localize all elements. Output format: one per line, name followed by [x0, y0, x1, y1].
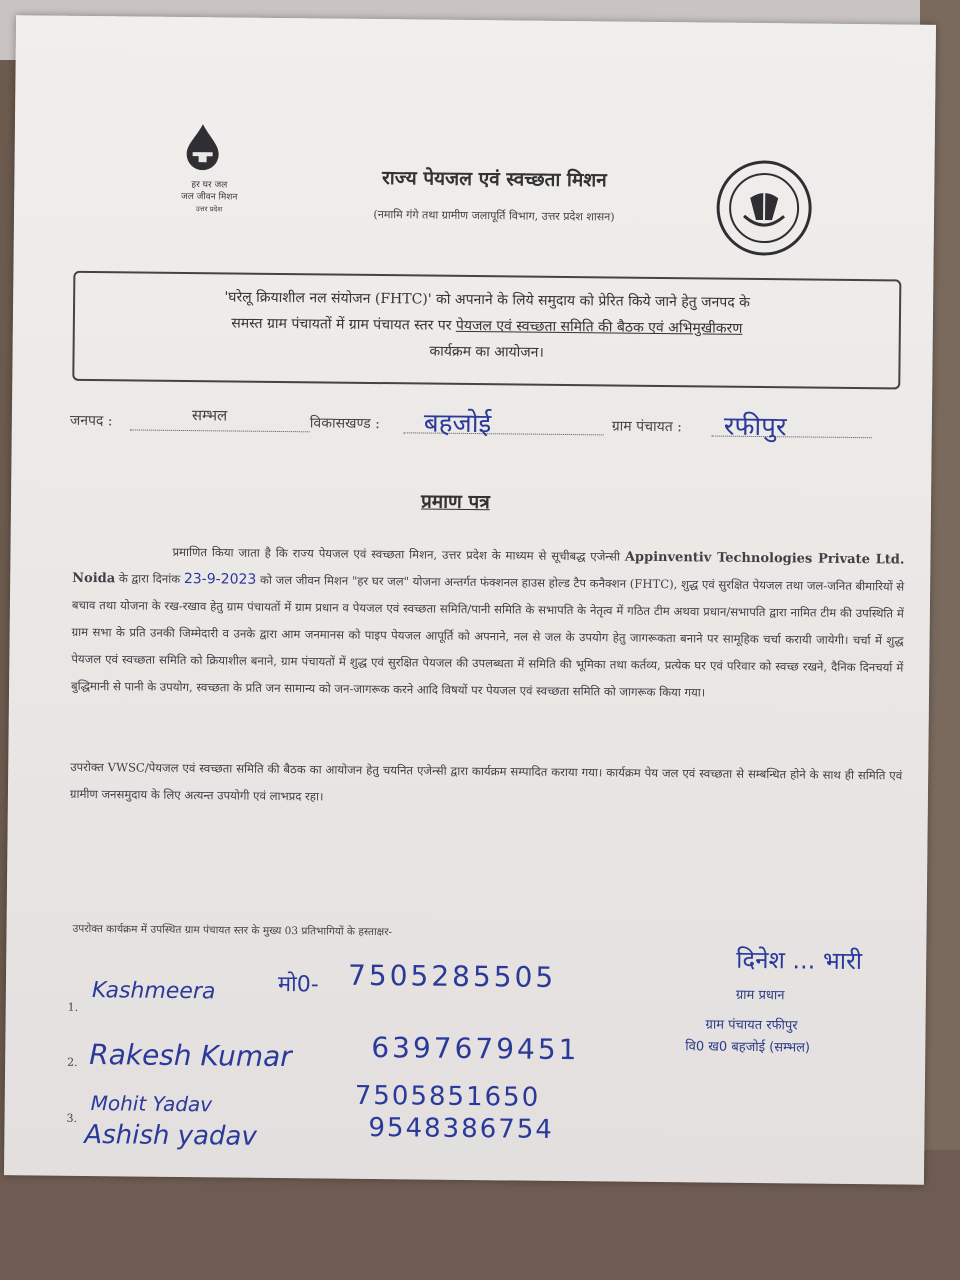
- block-value: बहजोई: [423, 408, 492, 440]
- signature-intro: उपरोक्त कार्यक्रम में उपस्थित ग्राम पंचायत स्तर के मुख्य 03 प्रतिभागियों के हस्ताक्षर-: [72, 922, 393, 939]
- panchayat-label: ग्राम पंचायत :: [611, 418, 682, 436]
- signatory-1-phone-prefix: मो0-: [277, 972, 319, 998]
- notice-line-2-underlined: पेयजल एवं स्वच्छता समिति की बैठक एवं अभिमुखीकरण: [455, 317, 743, 337]
- certificate-body-paragraph-2: [70, 754, 903, 817]
- district-line: [130, 429, 310, 432]
- body-text-p2: उपरोक्त VWSC/पेयजल एवं स्वच्छता समिति की बैठक का आयोजन हेतु चयनित एजेन्सी द्वारा कार्यक्रम सम्पादित कराया गया। कार्यक्रम पेय जल एवं स्वच्छता से सम्बन्धित होने के साथ ही समिति एवं ग्रामीण जनसमुदाय के लिए अत्यन्त उपयोगी एवं लाभप्रद रहा।: [69, 759, 903, 804]
- signatory-3-phone: 7505851650: [354, 1080, 541, 1113]
- pradhan-signature: दिनेश ... भारी: [736, 945, 863, 976]
- signatory-extra-name: Ashish yadav: [84, 1119, 257, 1152]
- har-ghar-jal-logo: [164, 122, 255, 233]
- logo-caption-2: जल जीवन मिशन: [180, 191, 238, 203]
- notice-line-2-text: समस्त ग्राम पंचायतों में ग्राम पंचायत स्तर पर: [231, 315, 457, 334]
- signatory-extra-phone: 9548386754: [368, 1112, 555, 1145]
- block-label: विकासखण्ड :: [309, 415, 380, 433]
- agency-name: Appinventiv Technologies Private Ltd. Noida: [72, 549, 905, 587]
- signatory-2-phone: 6397679451: [371, 1030, 580, 1067]
- program-date: 23-9-2023: [183, 571, 257, 588]
- mission-subtitle: (नमामि गंगे तथा ग्रामीण जलापूर्ति विभाग, उत्तर प्रदेश शासन): [373, 207, 615, 224]
- signatory-number: 2.: [67, 1055, 78, 1069]
- body-text-c: को जल जीवन मिशन "हर घर जल" योजना अन्तर्गत फंक्शनल हाउस होल्ड टैप कनैक्शन (FHTC), शुद्ध एवं सुरक्षित पेयजल तथा जल-जनित बीमारियों से बचाव तथा योजना के रख-रखाव हेतु ग्राम पंचायतों में ग्राम प्रधान व पेयजल एवं स्वच्छता समिति/पानी समिति के सभापति के नेतृत्व में गठित टीम अथवा प्रधान/सभापति द्वारा नामित टीम की उपस्थिति में ग्राम सभा के प्रति उनकी जिम्मेदारी व उनके द्वारा आम जनमानस को पाइप पेयजल आपूर्ति को अपनाने, नल से जल के उपयोग हेतु जागरूकता बनाने पर सामूहिक चर्चा करायी जायेगी। चर्चा में शुद्ध पेयजल एवं स्वच्छता समिति को क्रियाशील बनाने, ग्राम पंचायतों में शुद्ध एवं सुरक्षित पेयजल की उपलब्धता में समिति की भूमिका तथा कर्तव्य, प्रत्येक घर एवं परिवार को स्वच्छ रखने, दैनिक दिनचर्या में बुद्धिमानी से पानी के उपयोग, स्वच्छता के प्रति जन सामान्य को जन-जागरूक करने आदि विषयों पर पेयजल एवं स्वच्छता समिति को जागरूक किया गया।: [71, 572, 905, 700]
- mission-title: राज्य पेयजल एवं स्वच्छता मिशन: [381, 167, 607, 192]
- signatory-number: 1.: [67, 1000, 79, 1014]
- notice-line-3: कार्यक्रम का आयोजन।: [429, 343, 544, 361]
- signatory-number: 3.: [66, 1111, 78, 1125]
- logo-caption-1: हर घर जल: [191, 180, 228, 191]
- stamp-line-1: ग्राम प्रधान: [735, 987, 785, 1004]
- water-drop-icon: [182, 122, 223, 172]
- body-text-a: प्रमाणित किया जाता है कि राज्य पेयजल एवं स्वच्छता मिशन, उत्तर प्रदेश के माध्यम से सूचीबद्ध एजेन्सी: [172, 544, 625, 564]
- logo-caption-3: उत्तर प्रदेश: [195, 205, 223, 214]
- stamp-line-2: ग्राम पंचायत रफीपुर: [705, 1017, 798, 1034]
- notice-line-1: 'घरेलू क्रियाशील नल संयोजन (FHTC)' को अपनाने के लिये समुदाय को प्रेरित किये जाने हेतु जनपद के: [224, 289, 750, 311]
- signatory-3-name: Mohit Yadav: [90, 1091, 213, 1117]
- certificate-sheet: [4, 15, 936, 1185]
- district-value: सम्भल: [191, 406, 228, 425]
- signatory-2-name: Rakesh Kumar: [89, 1038, 292, 1074]
- certificate-body-paragraph-1: [71, 538, 905, 709]
- certificate-title: प्रमाण पत्र: [420, 490, 490, 514]
- stamp-line-3: वि0 ख0 बहजोई (सम्भल): [685, 1039, 811, 1056]
- signatory-1-name: Kashmeera: [91, 978, 216, 1005]
- official-stamp: [685, 987, 906, 1056]
- panchayat-value: रफीपुर: [723, 411, 787, 443]
- body-text-b: के द्वारा दिनांक: [115, 571, 184, 587]
- notice-box: [72, 271, 901, 390]
- signatory-1-phone: 7505285505: [347, 958, 557, 994]
- district-label: जनपद :: [69, 412, 113, 430]
- up-government-emblem-icon: [714, 158, 815, 259]
